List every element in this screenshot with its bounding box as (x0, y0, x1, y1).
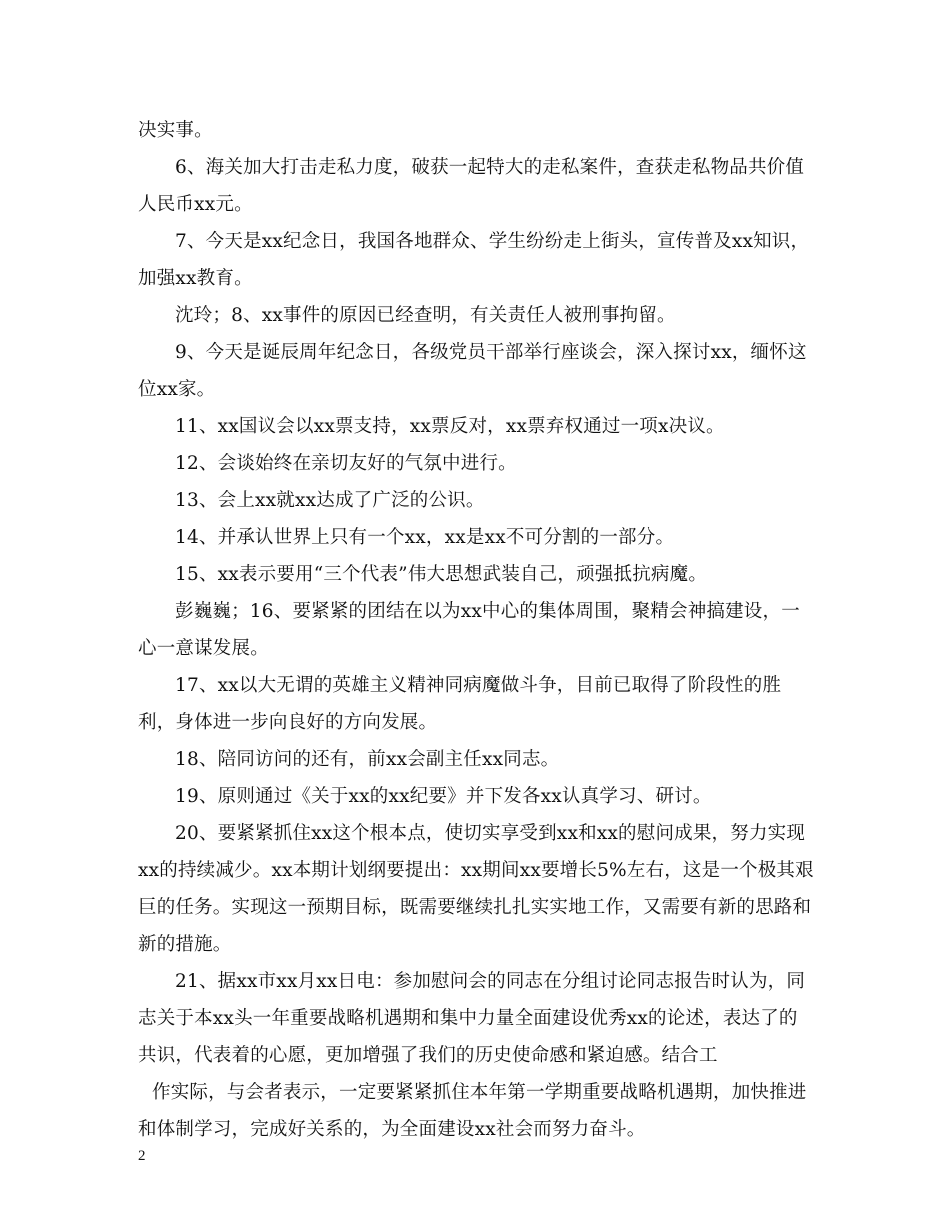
document-body (138, 112, 814, 1148)
paragraph-8: 14、并承认世界上只有一个xx，xx是xx不可分割的一部分。 (175, 527, 675, 548)
paragraph-0: 决实事。 (138, 120, 213, 141)
paragraph-2: 7、今天是xx纪念日，我国各地群众、学生纷纷走上街头，宣传普及xx知识，加强xx教育。 (138, 231, 810, 289)
paragraph-12: 18、陪同访问的还有，前xx会副主任xx同志。 (175, 749, 560, 770)
paragraph-13: 19、原则通过《关于xx的xx纪要》并下发各xx认真学习、研讨。 (175, 786, 712, 807)
paragraph-4: 9、今天是诞辰周年纪念日，各级党员干部举行座谈会，深入探讨xx，缅怀这位xx家。 (138, 342, 807, 400)
paragraph-14: 20、要紧紧抓住xx这个根本点，使切实享受到xx和xx的慰问成果，努力实现xx的持续减少。xx本期计划纲要提出：xx期间xx要增长5%左右，这是一个极其艰巨的任务。实现这一预期目标，既需要继续扎扎实实地工作，又需要有新的思路和新的措施。 (138, 823, 814, 955)
paragraph-11: 17、xx以大无谓的英雄主义精神同病魔做斗争，目前已取得了阶段性的胜利，身体进一步向良好的方向发展。 (138, 675, 782, 733)
page-number: 2 (138, 1148, 146, 1164)
paragraph-10: 彭巍巍；16、要紧紧的团结在以为xx中心的集体周围，聚精会神搞建设，一心一意谋发展。 (138, 601, 800, 659)
paragraph-1: 6、海关加大打击走私力度，破获一起特大的走私案件，查获走私物品共价值人民币xx元。 (138, 157, 805, 215)
paragraph-3: 沈玲；8、xx事件的原因已经查明，有关责任人被刑事拘留。 (175, 305, 676, 326)
paragraph-9: 15、xx表示要用“三个代表”伟大思想武装自己，顽强抵抗病魔。 (175, 564, 708, 585)
paragraph-16: 作实际，与会者表示，一定要紧紧抓住本年第一学期重要战略机遇期，加快推进和体制学习，完成好关系的，为全面建设xx社会而努力奋斗。 (138, 1082, 807, 1140)
paragraph-15: 21、据xx市xx月xx日电：参加慰问会的同志在分组讨论同志报告时认为，同志关于本xx头一年重要战略机遇期和集中力量全面建设优秀xx的论述，表达了的共识，代表着的心愿，更加增强了我们的历史使命感和紧迫感。结合工 (138, 971, 806, 1066)
paragraph-7: 13、会上xx就xx达成了广泛的公识。 (175, 490, 485, 511)
paragraph-6: 12、会谈始终在亲切友好的气氛中进行。 (175, 453, 517, 474)
paragraph-5: 11、xx国议会以xx票支持，xx票反对，xx票弃权通过一项x决议。 (175, 416, 725, 437)
